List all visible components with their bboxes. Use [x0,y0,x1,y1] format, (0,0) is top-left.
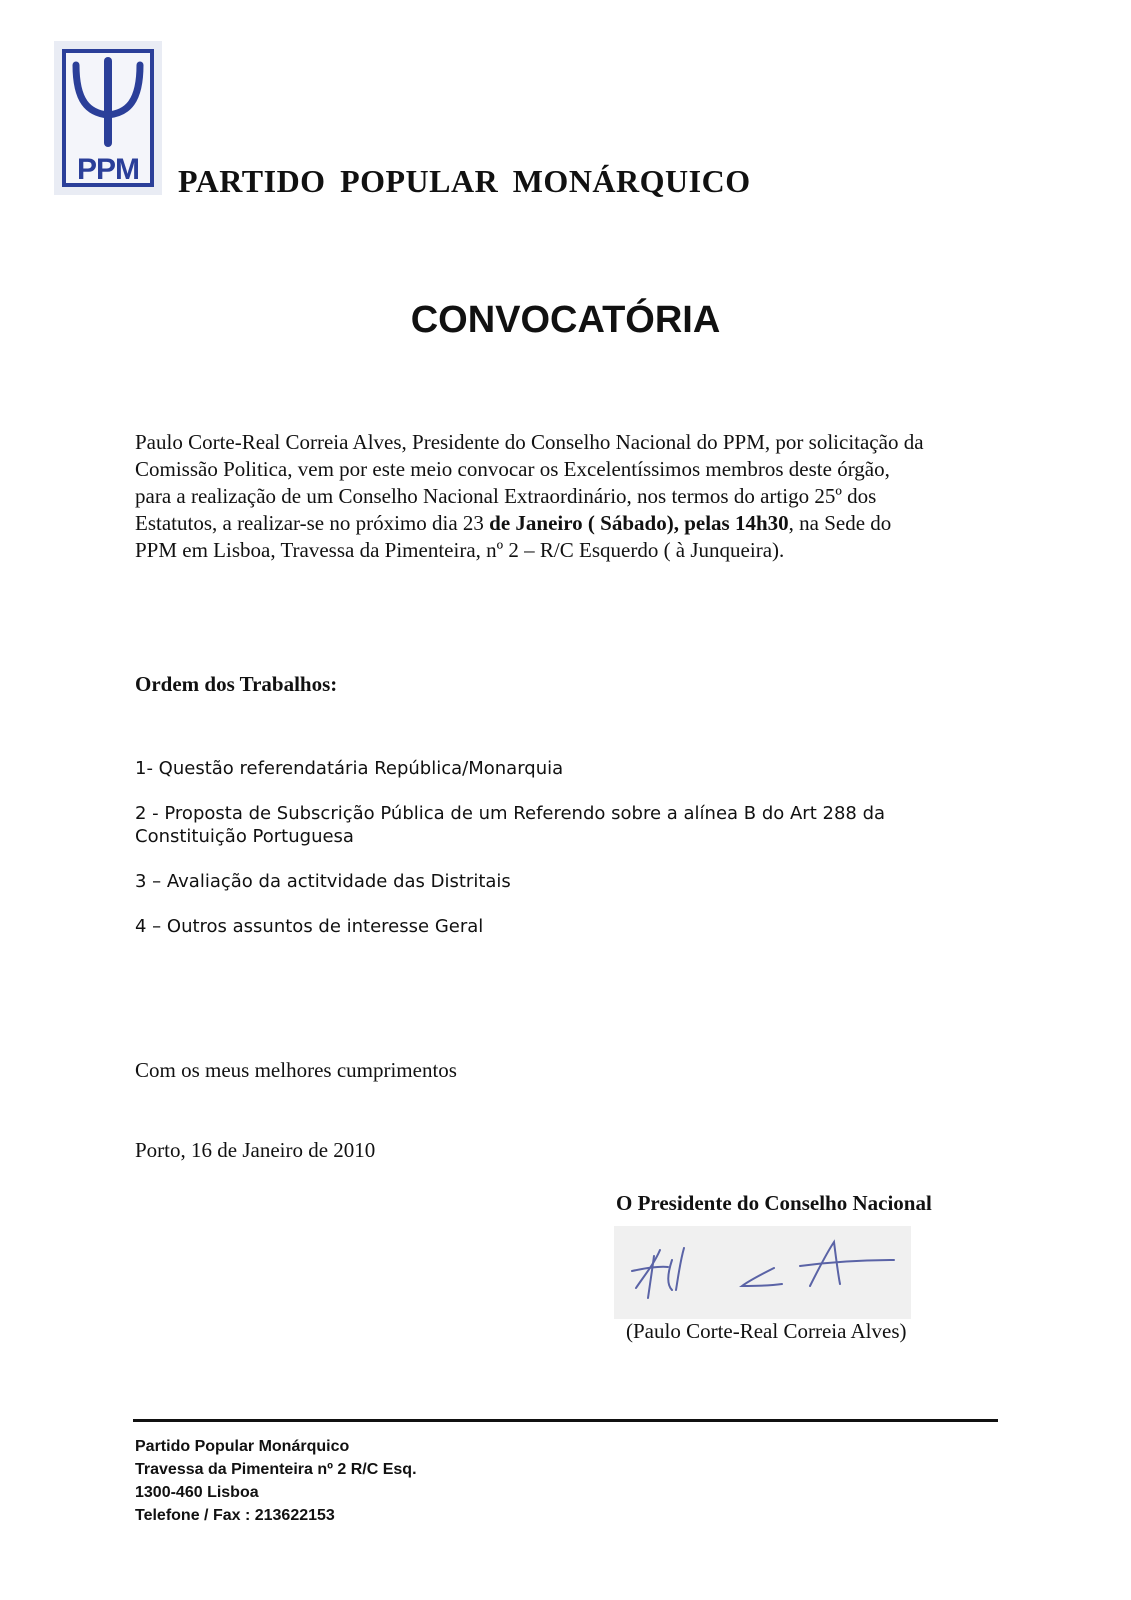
paragraph-line: Paulo Corte-Real Correia Alves, Presidente do Conselho Nacional do PPM, por solicitação da [135,430,924,454]
party-logo [54,41,162,195]
agenda-item-4: 4 – Outros assuntos de interesse Geral [135,916,484,937]
signer-title: O Presidente do Conselho Nacional [616,1191,932,1215]
agenda-item-2-line: Constituição Portuguesa [135,826,354,847]
handwritten-signature [614,1226,911,1319]
footer-org: Partido Popular Monárquico [135,1438,350,1455]
paragraph-text: , na Sede do [788,511,892,535]
paragraph-line: para a realização de um Conselho Nacional Extraordinário, nos termos do artigo 25º dos [135,484,877,508]
paragraph-line: PPM em Lisboa, Travessa da Pimenteira, nº 2 – R/C Esquerdo ( à Junqueira). [135,538,785,562]
footer-street: Travessa da Pimenteira nº 2 R/C Esq. [135,1461,417,1478]
signer-name: (Paulo Corte-Real Correia Alves) [626,1319,907,1343]
closing-text: Com os meus melhores cumprimentos [135,1058,457,1082]
signature-strokes [614,1226,911,1319]
agenda-item-2-line: 2 - Proposta de Subscrição Pública de um Referendo sobre a alínea B do Art 288 da [135,803,886,824]
footer-phone: Telefone / Fax : 213622153 [135,1507,335,1524]
logo-text: PPM [76,153,139,186]
agenda-heading: Ordem dos Trabalhos: [135,672,338,696]
place-date: Porto, 16 de Janeiro de 2010 [135,1138,376,1162]
footer-address [135,1435,417,1527]
agenda-item-1: 1- Questão referendatária República/Monarquia [135,758,564,779]
paragraph-line: Comissão Politica, vem por este meio convocar os Excelentíssimos membros deste órgão, [135,457,890,481]
document-title: CONVOCATÓRIA [410,299,721,341]
paragraph-text: Estatutos, a realizar-se no próximo dia 23 [135,511,490,535]
agenda-item-2 [135,802,885,848]
footer-divider [133,1419,998,1422]
meeting-date-time: de Janeiro ( Sábado), pelas 14h30 [489,511,789,535]
paragraph-line [135,510,1015,537]
convocation-paragraph [135,429,1015,564]
party-name: PARTIDO POPULAR MONÁRQUICO [178,163,751,199]
agenda-item-3: 3 – Avaliação da actitvidade das Distritais [135,871,511,892]
footer-postal: 1300-460 Lisboa [135,1484,259,1501]
logo-frame [62,49,154,187]
